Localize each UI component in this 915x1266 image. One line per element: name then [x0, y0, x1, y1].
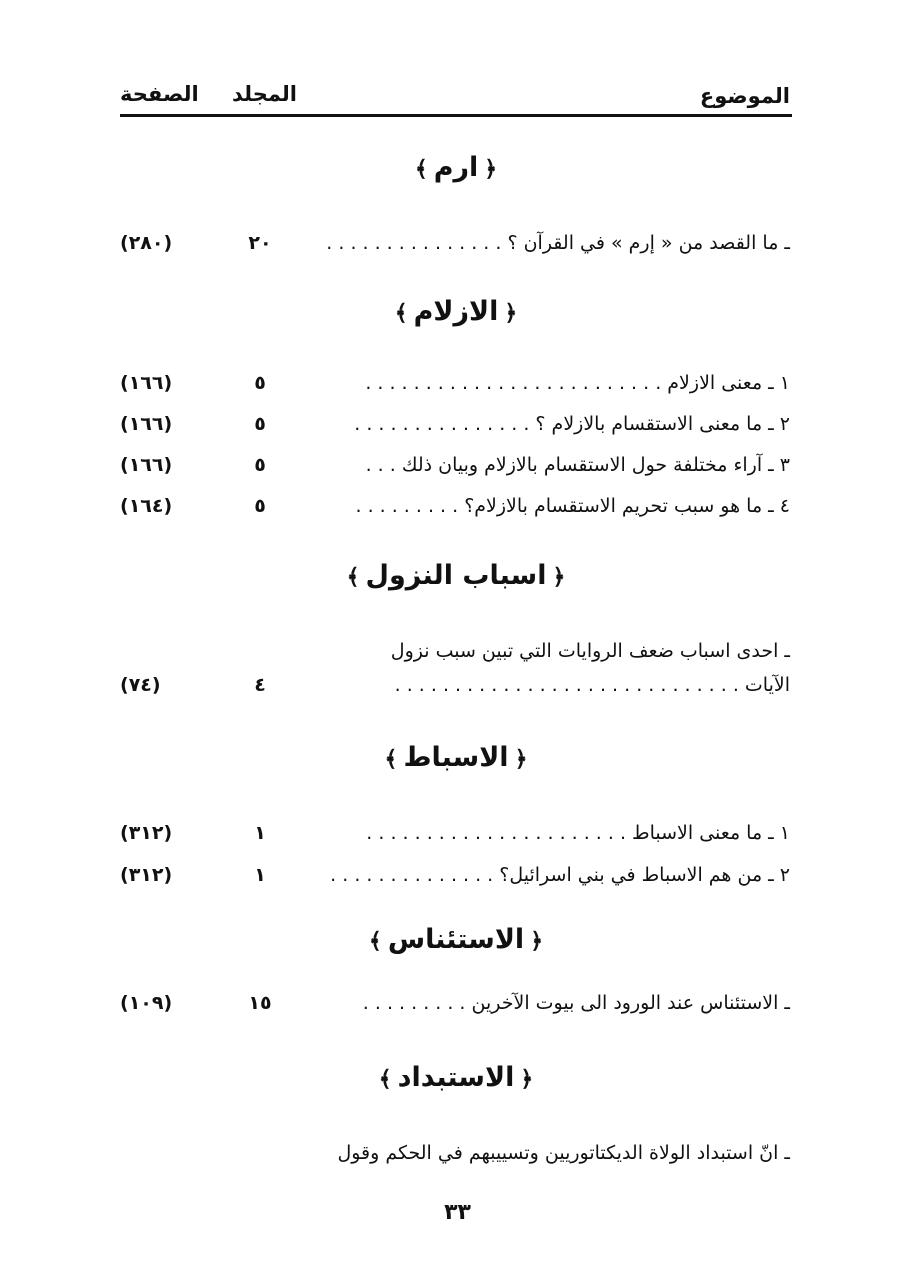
index-entry — [120, 634, 792, 700]
ornament-icon: ﴿ — [520, 1067, 534, 1092]
entry-volume: ٥ — [254, 372, 266, 394]
index-entry — [120, 860, 792, 890]
entry-topic-line-2: الآيات . . . . . . . . . . . . . . . . . . . . . . . . . . . . . — [394, 674, 790, 696]
index-entry — [120, 450, 792, 480]
section-title-text: الاسباط — [403, 742, 509, 773]
section-title-text: ارم — [433, 152, 479, 183]
section-title-text: الازلام — [413, 296, 499, 327]
entry-page: (١٠٩) — [120, 992, 173, 1014]
section-title-text: الاستبداد — [397, 1062, 515, 1093]
ornament-icon: ﴾ — [414, 157, 428, 182]
index-entry — [120, 818, 792, 848]
entry-topic: ـ الاستئناس عند الورود الى بيوت الآخرين . . . . . . . . . — [362, 992, 790, 1014]
entry-page: (٣١٢) — [120, 864, 173, 886]
entry-volume: ٤ — [254, 674, 266, 696]
entry-volume: ٥ — [254, 454, 266, 476]
entry-topic: ٢ ـ ما معنى الاستقسام بالازلام ؟ . . . . . . . . . . . . . . . — [354, 413, 790, 435]
ornament-icon: ﴿ — [514, 747, 528, 772]
entry-topic: ـ ما القصد من « إرم » في القرآن ؟ . . . . . . . . . . . . . . . — [326, 232, 790, 254]
index-entry — [120, 1138, 792, 1168]
index-entry — [120, 491, 792, 521]
ornament-icon: ﴿ — [552, 565, 566, 590]
entry-volume: ١ — [254, 822, 266, 844]
entry-topic-line-1: ـ احدى اسباب ضعف الروايات التي تبين سبب نزول — [390, 640, 790, 662]
section-title-asbat — [120, 742, 792, 773]
entry-page: (١٦٤) — [120, 495, 173, 517]
ornament-icon: ﴿ — [530, 929, 544, 954]
ornament-icon: ﴾ — [346, 565, 360, 590]
page-number: ٣٣ — [444, 1200, 471, 1225]
index-entry — [120, 228, 792, 258]
header-volume: المجلد — [232, 82, 297, 106]
section-title-istinas — [120, 924, 792, 955]
index-entry — [120, 409, 792, 439]
section-title-text: الاستئناس — [387, 924, 525, 955]
entry-page: (١٦٦) — [120, 372, 173, 394]
entry-topic: ١ ـ ما معنى الاسباط . . . . . . . . . . . . . . . . . . . . . . — [366, 822, 790, 844]
section-title-asbab-nuzul — [120, 560, 792, 591]
section-title-text: اسباب النزول — [365, 560, 547, 591]
ornament-icon: ﴾ — [384, 747, 398, 772]
ornament-icon: ﴿ — [484, 157, 498, 182]
section-title-istibdad — [120, 1062, 792, 1093]
entry-topic: ٢ ـ من هم الاسباط في بني اسرائيل؟ . . . . . . . . . . . . . . — [330, 864, 790, 886]
header-page: الصفحة — [120, 82, 199, 106]
entry-volume: ١ — [254, 864, 266, 886]
entry-topic: ٣ ـ آراء مختلفة حول الاستقسام بالازلام وبيان ذلك . . . — [365, 454, 790, 476]
ornament-icon: ﴾ — [378, 1067, 392, 1092]
section-title-azlam — [120, 296, 792, 327]
index-entry — [120, 368, 792, 398]
ornament-icon: ﴾ — [394, 301, 408, 326]
entry-page: (٢٨٠) — [120, 232, 173, 254]
entry-volume: ١٥ — [248, 992, 272, 1014]
entry-volume: ٥ — [254, 413, 266, 435]
entry-volume: ٢٠ — [248, 232, 272, 254]
entry-topic: ـ انّ استبداد الولاة الديكتاتوريين وتسييبهم في الحكم وقول — [337, 1142, 790, 1164]
table-header — [120, 78, 792, 117]
ornament-icon: ﴿ — [504, 301, 518, 326]
header-topic: الموضوع — [699, 84, 790, 108]
entry-topic — [391, 634, 790, 700]
index-entry — [120, 988, 792, 1018]
entry-volume: ٥ — [254, 495, 266, 517]
entry-page: (٧٤) — [120, 674, 161, 696]
ornament-icon: ﴾ — [368, 929, 382, 954]
section-title-iram — [120, 152, 792, 183]
entry-page: (١٦٦) — [120, 413, 173, 435]
entry-page: (٣١٢) — [120, 822, 173, 844]
entry-topic: ٤ ـ ما هو سبب تحريم الاستقسام بالازلام؟ . . . . . . . . . — [355, 495, 790, 517]
entry-topic: ١ ـ معنى الازلام . . . . . . . . . . . . . . . . . . . . . . . . . — [365, 372, 790, 394]
entry-page: (١٦٦) — [120, 454, 173, 476]
